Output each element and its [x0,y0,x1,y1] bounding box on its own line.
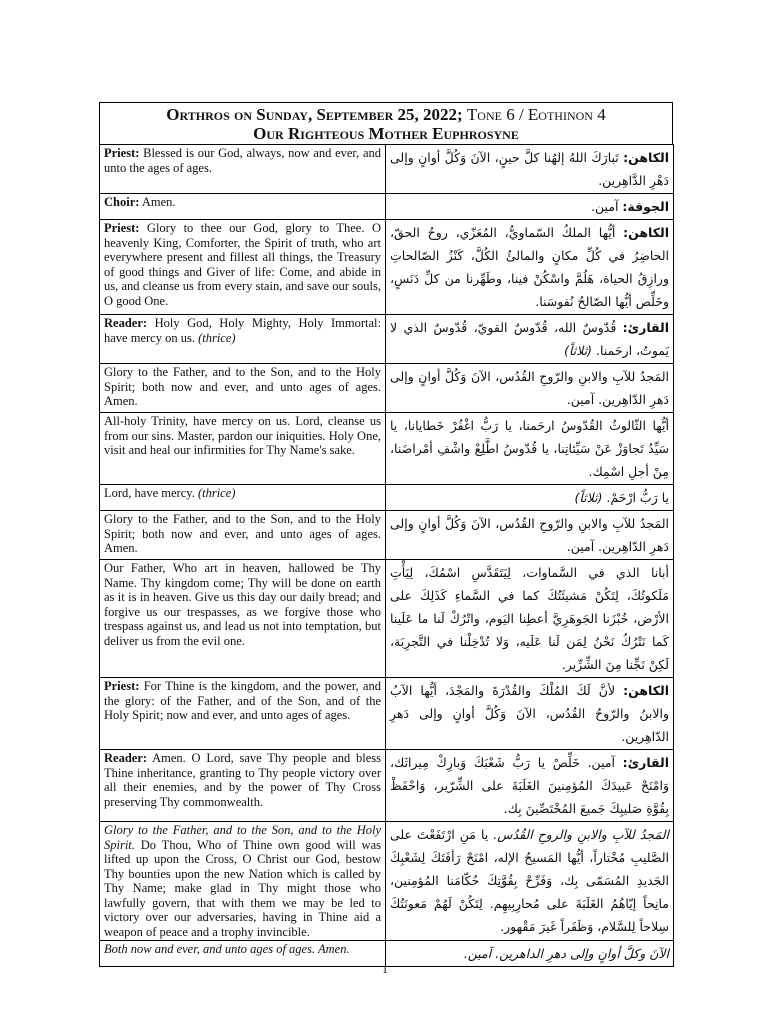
speaker-label: الجوقة: [622,199,669,214]
title-line-2: Our Righteous Mother Euphrosyne [253,124,519,143]
verse-text: المَجدُ للآبِ والابنِ والرّوحِ القُدُس، الآنَ وَكُلَّ أوانٍ وإلى دَهرِ الدّاهِرين. آمين. [390,516,669,554]
english-cell [100,220,386,315]
english-cell [100,485,386,511]
english-cell [100,413,386,485]
table-row [100,485,674,511]
speaker-label: Priest: [104,221,140,235]
verse-text: آمين. [591,199,623,214]
verse-text: أيُّها الثّالوثُ القُدّوسُ ارحَمنا، يا رَبُّ اغْفُرْ خَطايانا، يا سَيِّدُ تَجاوَزْ عَنْ سَيِّئاتِنا، يا قُدّوسُ اطَّلِعْ واشْفِ أمْراضَنا، مِنْ أجلِ اسْمِك. [390,418,669,479]
verse-text: Amen. [139,195,176,209]
arabic-cell [386,511,674,560]
speaker-label: الكاهن: [623,683,669,698]
verse-text: Glory to the Father, and to the Son, and to the Holy Spirit; both now and ever, and unto ages of ages. Amen. [104,365,381,408]
document-page [99,102,673,967]
verse-text: Our Father, Who art in heaven, hallowed be Thy Name. Thy kingdom come; Thy will be done on earth as it is in heaven. Give us this day our daily bread; and forgive us our trespasses, as we forgive those who trespass against us, and lead us not into temptation, but deliver us from the evil one. [104,561,381,648]
liturgy-table [99,144,674,967]
table-row [100,413,674,485]
verse-text: آمين. خَلِّصْ يا رَبُّ شَعْبَكَ وَبارِكْ مِيراثَك، وَامْنَحْ عَبيدَكَ المُؤمِنينَ الغَلَبَةَ على الشِّرّير، وَاحْفَظْ بِقُوَّةِ صَليبِكَ جَميعَ المُخْتَصِّينَ بِك. [390,755,669,816]
verse-text: لأنَّ لَكَ المُلْكَ والقُدْرَةَ والمَجْدَ، أيُّها الآبُ والابنُ والرّوحُ القُدُس، الآنَ وَكُلَّ أوانٍ وإلى دَهرِ الدّاهِرين. [390,683,669,744]
table-row [100,750,674,822]
verse-text: All-holy Trinity, have mercy on us. Lord, cleanse us from our sins. Master, pardon our iniquities. Holy One, visit and heal our infirmities for Thy Name's sake. [104,414,381,457]
speaker-label: القارئ: [622,320,669,335]
title-tone: Tone 6 / Eothinon 4 [466,105,606,124]
speaker-label: الكاهن: [623,150,669,165]
arabic-cell [386,678,674,750]
table-row [100,678,674,750]
table-row [100,560,674,678]
title-feast: Orthros on Sunday, September 25, 2022; [166,105,463,124]
arabic-cell [386,194,674,220]
english-cell [100,750,386,822]
english-cell [100,194,386,220]
arabic-cell [386,315,674,364]
english-cell [100,364,386,413]
verse-text: Glory to thee our God, glory to Thee. O heavenly King, Comforter, the Spirit of truth, who art everywhere present and fillest all things, the Treasury of good things and Giver of life: Come, and abide in us, and cleanse us from every stain, and save our souls, O good One. [104,221,381,308]
english-cell [100,560,386,678]
arabic-cell [386,485,674,511]
verse-text: أيُّها الملكُ السّماويُّ، المُعَزّي، روحُ الحقّ، الحاضِرُ في كُلِّ مكانٍ والمالئُ الكُلَّ، كَنْزُ الصّالحاتِ ورازِقُ الحياة، هَلُمَّ واسْكُنْ فينا، وطَهِّرنا من كلِّ دَنَسٍ، وخَلِّص أيُّها الصّالحُ نُفوسَنا. [390,225,669,309]
rubric-text: (thrice) [197,486,236,500]
verse-text: قُدّوسٌ الله، قُدّوسٌ القويّ، قُدّوسٌ الذي لا يَموتُ، ارحَمنا. [390,320,669,358]
speaker-label: Priest: [104,679,140,693]
english-cell [100,145,386,194]
verse-text: أبانا الذي في السَّماوات، لِيَتَقَدَّسِ اسْمُكَ، لِيَأْتِ مَلَكوتُكَ، لِتَكُنْ مَشيئَتُكَ كما في السَّماءِ كَذَلِكَ على الأرْض، خُبْزَنا الجَوهَرِيَّ أعطِنا اليَوم، واتْرُكْ لَنا ما عَلَينا كَما نَتْرُكُ نَحْنُ لِمَن لَنا عَلَيه، وَلا تُدْخِلْنا في التَّجرِبَة، لَكِنْ نَجِّنا مِنَ الشِّرِّير. [390,565,669,672]
rubric-text: الآنَ وكلَّ أوانٍ وإلى دهرِ الداهرين. آمين. [463,946,669,961]
verse-text: تَبارَكَ اللهُ إلهُنا كلَّ حينٍ، الآنَ وَكُلَّ أوانٍ وإلى دَهْرِ الدَّاهِرين. [390,150,669,188]
rubric-text: Both now and ever, and unto ages of ages. Amen. [104,942,350,956]
title-block [99,102,673,144]
table-row [100,511,674,560]
verse-text: المَجدُ للآبِ والابنِ والرّوحِ القُدُس، الآنَ وَكُلَّ أوانٍ وإلى دَهرِ الدّاهِرين. آمين. [390,369,669,407]
verse-text: يا رَبُّ ارْحَمْ. [602,490,669,505]
table-row [100,145,674,194]
verse-text: For Thine is the kingdom, and the power, and the glory: of the Father, and of the Son, and of the Holy Spirit; now and ever, and unto ages of ages. [104,679,381,722]
rubric-text: Glory to the Father, and to the Son, and to the Holy Spirit. [104,823,381,852]
table-row [100,315,674,364]
english-cell [100,678,386,750]
arabic-cell [386,145,674,194]
english-cell [100,511,386,560]
speaker-label: القارئ: [622,755,669,770]
title-line-1 [104,105,668,124]
english-cell [100,822,386,941]
verse-text: Holy God, Holy Mighty, Holy Immortal: have mercy on us. [104,316,381,345]
speaker-label: Choir: [104,195,140,209]
arabic-cell [386,413,674,485]
rubric-text: (thrice) [198,330,236,345]
speaker-label: Priest: [104,146,140,160]
verse-text: Blessed is our God, always, now and ever, and unto the ages of ages. [104,146,381,175]
verse-text: Glory to the Father, and to the Son, and to the Holy Spirit; both now and ever, and unto ages of ages. Amen. [104,512,381,555]
rubric-text: (ثلاثاً) [574,490,603,505]
arabic-cell [386,220,674,315]
speaker-label: Reader: [104,316,148,330]
verse-text: Amen. O Lord, save Thy people and bless Thine inheritance, granting to Thy people victory over all their enemies, and by the power of Thy Cross preserving Thy commonwealth. [104,751,381,809]
rubric-text: المَجدُ للآبِ والابنِ والروحِ القُدُس. [493,827,669,842]
speaker-label: Reader: [104,751,148,765]
verse-text: Do Thou, Who of Thine own good will was lifted up upon the Cross, O Christ our God, bestow Thy bounties upon the new Nation which is called by Thy Name; make glad in Thy might those who lawfully govern, that with them we may be led to victory over our adversaries, having in Thine aid a weapon of peace and a trophy invincible. [104,837,381,939]
rubric-text: (ثلاثاً) [564,343,593,358]
arabic-cell [386,822,674,941]
table-row [100,194,674,220]
table-row [100,822,674,941]
arabic-cell [386,750,674,822]
verse-text: يا مَنِ ارْتَفَعْتَ على الصَّليبِ مُخْتاراً، أيُّها المَسيحُ الإله، امْنَحْ رَأفَتَكَ لِشَعْبِكَ الجَديدِ المُسَمّى بِك، وَفَرِّحْ بِقُوَّتِكَ حُكّامَنا المُؤمِنين، مانِحاً إيّاهُمُ الغَلَبَةَ على مُحارِبِيهِم. لِتَكُنْ لَهُمْ مَعونَتُكَ سِلاحاً لِلسَّلام، وَظَفَراً غَيرَ مَقْهور. [390,827,669,934]
speaker-label: الكاهن: [623,225,669,240]
arabic-cell [386,364,674,413]
english-cell [100,315,386,364]
table-row [100,364,674,413]
page-number: 1 [382,962,388,976]
table-row [100,220,674,315]
verse-text: Lord, have mercy. [104,486,198,500]
arabic-cell [386,560,674,678]
